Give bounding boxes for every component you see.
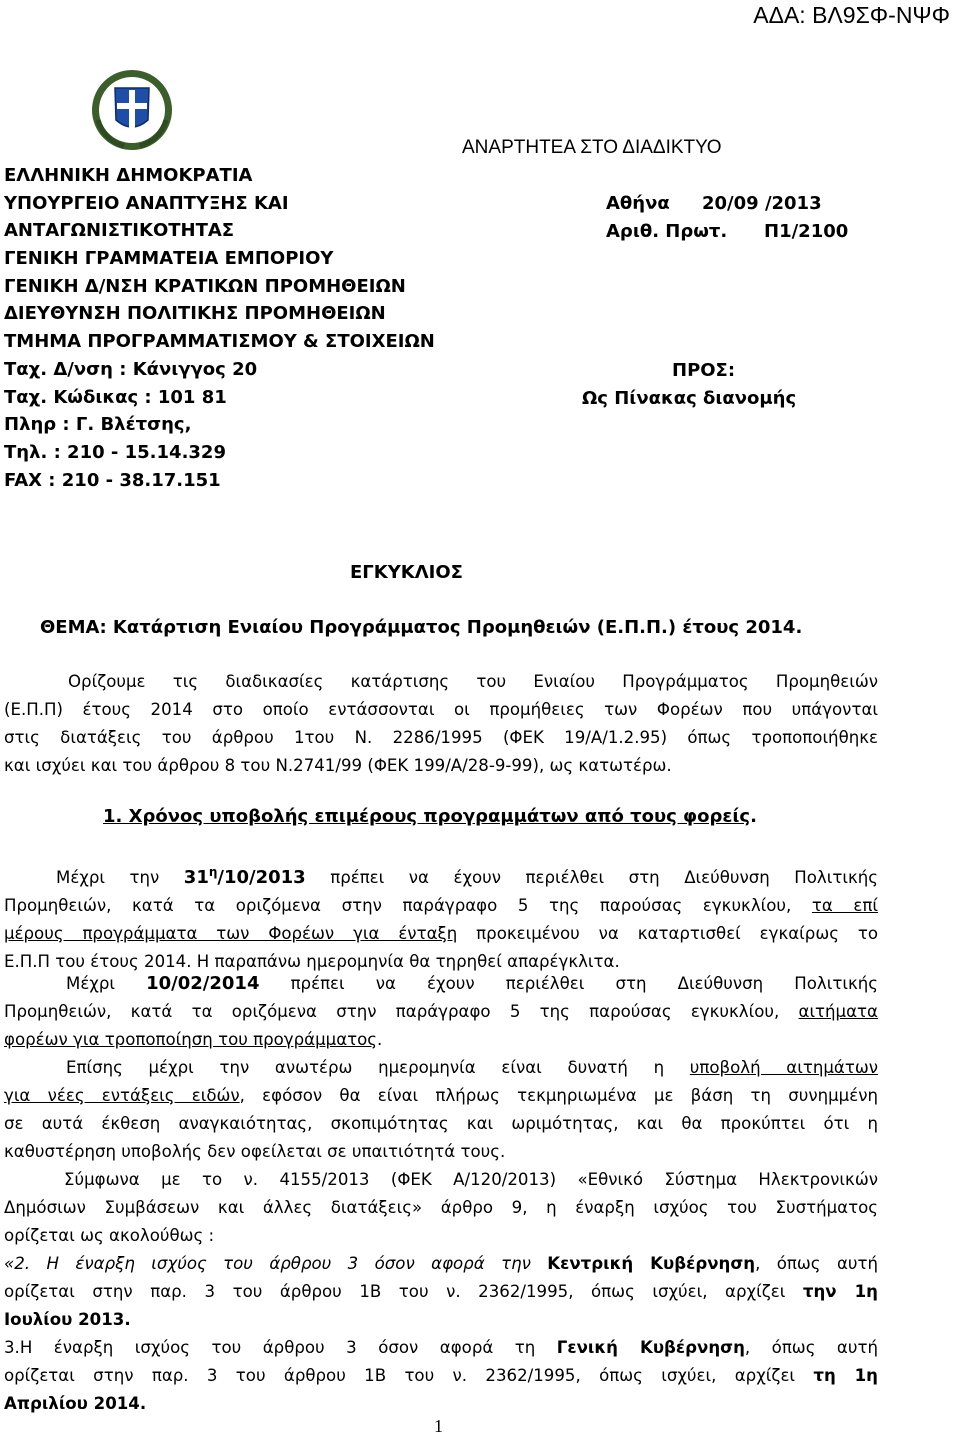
- text: Μέχρι: [66, 974, 147, 993]
- para-line: Δημόσιων Συμβάσεων και άλλες διατάξεις» άρθρο 9, η έναρξη ισχύος του Συστήματος: [4, 1198, 878, 1217]
- para-line: [4, 1026, 878, 1054]
- to-value: Ως Πίνακας διανομής: [582, 388, 797, 409]
- para-line: [4, 1362, 878, 1390]
- para-line: [4, 1082, 878, 1110]
- protocol-label: Αριθ. Πρωτ.: [606, 221, 728, 242]
- intro-line: στις διατάξεις του άρθρου 1του Ν. 2286/1995 (ΦΕΚ 19/Α/1.2.95) όπως τροποποιήθηκε: [4, 728, 878, 747]
- paragraph-deadline-2: [4, 970, 878, 1054]
- sender-line: Πληρ : Γ. Βλέτσης,: [4, 414, 192, 436]
- text: , όπως αυτή: [755, 1254, 879, 1273]
- intro-line: και ισχύει και του άρθρου 8 του Ν.2741/99 (ΦΕΚ 199/Α/28-9-99), ως κατωτέρω.: [4, 756, 672, 775]
- text: 31: [183, 867, 209, 888]
- bold-text: Γενική Κυβέρνηση: [556, 1338, 745, 1357]
- ada-code: ΑΔΑ: ΒΛ9ΣΦ-ΝΨΦ: [753, 2, 950, 28]
- text: προκειμένου να καταρτισθεί εγκαίρως το: [457, 924, 878, 943]
- doc-type-heading: ΕΓΚΥΚΛΙΟΣ: [350, 562, 463, 583]
- intro-line: (Ε.Π.Π) έτους 2014 στο οποίο εντάσσονται οι προμήθειες των Φορέων που υπάγονται: [4, 700, 878, 719]
- para-line: [4, 1306, 878, 1334]
- page-number: 1: [434, 1416, 443, 1436]
- sender-line: Ταχ. Κώδικας : 101 81: [4, 386, 227, 408]
- text: , όπως αυτή: [744, 1338, 878, 1357]
- sender-line: Ταχ. Δ/νση : Κάνιγγος 20: [4, 358, 258, 380]
- sender-line: ΓΕΝΙΚΗ Δ/ΝΣΗ ΚΡΑΤΙΚΩΝ ΠΡΟΜΗΘΕΙΩΝ: [4, 275, 406, 297]
- to-label: ΠΡΟΣ:: [672, 360, 736, 381]
- underlined-text: τα επί: [811, 896, 878, 915]
- text: Επίσης μέχρι την ανωτέρω ημερομηνία είναι δυνατή η: [66, 1058, 690, 1077]
- text: πρέπει να έχουν περιέλθει στη Διεύθυνση Πολιτικής: [305, 868, 878, 887]
- date-label: Αθήνα: [606, 193, 670, 214]
- para-line: [4, 998, 878, 1026]
- para-line: [4, 1250, 878, 1278]
- sender-line: ΥΠΟΥΡΓΕΙΟ ΑΝΑΠΤΥΞΗΣ ΚΑΙ: [4, 192, 289, 214]
- paragraph-deadline-1: [4, 858, 878, 976]
- text: ορίζεται στην παρ. 3 του άρθρου 1Β του ν. 2362/1995, όπως ισχύει, αρχίζει: [4, 1366, 814, 1385]
- quote-central-government: [4, 1250, 878, 1334]
- para-line: [4, 1390, 878, 1418]
- underlined-text: υποβολή αιτημάτων: [689, 1058, 879, 1077]
- paragraph-new-items: [4, 1054, 878, 1166]
- bold-text: Απριλίου 2014.: [4, 1394, 147, 1413]
- para-line: σε αυτά έκθεση αναγκαιότητας, σκοπιμότητας και ωριμότητας, και θα προκύπτει ότι η: [4, 1114, 878, 1133]
- para-line: [4, 920, 878, 948]
- section-1-heading-text: 1. Χρόνος υποβολής επιμέρους προγραμμάτων από τους φορείς: [103, 806, 751, 827]
- bold-text: τη 1η: [813, 1366, 878, 1385]
- text: /10/2013: [217, 867, 306, 888]
- para-line: ορίζεται ως ακολούθως :: [4, 1226, 215, 1245]
- para-line: Σύμφωνα με το ν. 4155/2013 (ΦΕΚ Α/120/2013) «Εθνικό Σύστημα Ηλεκτρονικών: [64, 1170, 878, 1189]
- deadline-date: [184, 867, 306, 888]
- text: .: [377, 1030, 383, 1049]
- text: ορίζεται στην παρ. 3 του άρθρου 1Β του ν. 2362/1995, όπως ισχύει, αρχίζει: [4, 1282, 803, 1301]
- paragraph-law-reference: [4, 1166, 878, 1250]
- underlined-text: για νέες εντάξεις ειδών: [4, 1086, 240, 1105]
- para-line: [4, 1054, 878, 1082]
- para-line: καθυστέρηση υποβολής δεν οφείλεται σε υπαιτιότητά τους.: [4, 1142, 506, 1161]
- bold-text: Κεντρική Κυβέρνηση: [547, 1254, 756, 1273]
- sender-line: Τηλ. : 210 - 15.14.329: [4, 441, 226, 463]
- date-value: 20/09 /2013: [702, 193, 822, 214]
- text: πρέπει να έχουν περιέλθει στη Διεύθυνση Πολιτικής: [259, 974, 878, 993]
- text: Προμηθειών, κατά τα οριζόμενα στην παράγραφο 5 της παρούσας εγκυκλίου,: [4, 896, 812, 915]
- bold-text: Ιουλίου 2013.: [4, 1310, 131, 1329]
- para-line: [4, 1334, 878, 1362]
- sender-line: ΔΙΕΥΘΥΝΣΗ ΠΟΛΙΤΙΚΗΣ ΠΡΟΜΗΘΕΙΩΝ: [4, 303, 386, 325]
- underlined-text: φορέων για τροποποίηση του προγράμματος: [4, 1030, 378, 1049]
- deadline-date: 10/02/2014: [146, 973, 260, 994]
- quote-general-government: [4, 1334, 878, 1418]
- greek-state-emblem: [90, 68, 174, 152]
- sender-block: [4, 162, 435, 494]
- section-1-heading-end: .: [750, 806, 757, 827]
- section-1-heading: [103, 806, 757, 827]
- underlined-text: αιτήματα: [798, 1002, 878, 1021]
- para-line: [4, 858, 878, 892]
- para-line: [4, 892, 878, 920]
- text: Προμηθειών, κατά τα οριζόμενα στην παράγραφο 5 της παρούσας εγκυκλίου,: [4, 1002, 799, 1021]
- sender-line: ΤΜΗΜΑ ΠΡΟΓΡΑΜΜΑΤΙΣΜΟΥ & ΣΤΟΙΧΕΙΩΝ: [4, 331, 435, 353]
- sup: η: [208, 865, 218, 879]
- para-line: Ε.Π.Π του έτους 2014. Η παραπάνω ημερομηνία θα τηρηθεί απαρέγκλιτα.: [4, 952, 620, 971]
- text: 3.Η έναρξη ισχύος του άρθρου 3 όσον αφορά τη: [4, 1338, 557, 1357]
- text: Μέχρι την: [56, 868, 184, 887]
- text: , εφόσον θα είναι πλήρως τεκμηριωμένα με βάση τη συνημμένη: [239, 1086, 878, 1105]
- sender-line: ΕΛΛΗΝΙΚΗ ΔΗΜΟΚΡΑΤΙΑ: [4, 165, 253, 186]
- underlined-text: μέρους προγράμματα των Φορέων για ένταξη: [4, 924, 458, 943]
- protocol-value: Π1/2100: [764, 221, 849, 242]
- para-line: [4, 970, 878, 998]
- para-line: [4, 1278, 878, 1306]
- intro-paragraph: [4, 668, 878, 780]
- subject-line: ΘΕΜΑ: Κατάρτιση Ενιαίου Προγράμματος Προμηθειών (Ε.Π.Π.) έτους 2014.: [40, 617, 803, 638]
- bold-text: την 1η: [802, 1282, 878, 1301]
- sender-line: ΓΕΝΙΚΗ ΓΡΑΜΜΑΤΕΙΑ ΕΜΠΟΡΙΟΥ: [4, 248, 334, 270]
- text: «2. Η έναρξη ισχύος του άρθρου 3 όσον αφορά την: [4, 1254, 548, 1273]
- sender-line: ΑΝΤΑΓΩΝΙΣΤΙΚΟΤΗΤΑΣ: [4, 220, 235, 242]
- posted-notice: ΑΝΑΡΤΗΤΕΑ ΣΤΟ ΔΙΑΔΙΚΤΥΟ: [462, 137, 722, 158]
- sender-line: FAX : 210 - 38.17.151: [4, 469, 221, 491]
- intro-line: Ορίζουμε τις διαδικασίες κατάρτισης του Ενιαίου Προγράμματος Προμηθειών: [68, 672, 878, 691]
